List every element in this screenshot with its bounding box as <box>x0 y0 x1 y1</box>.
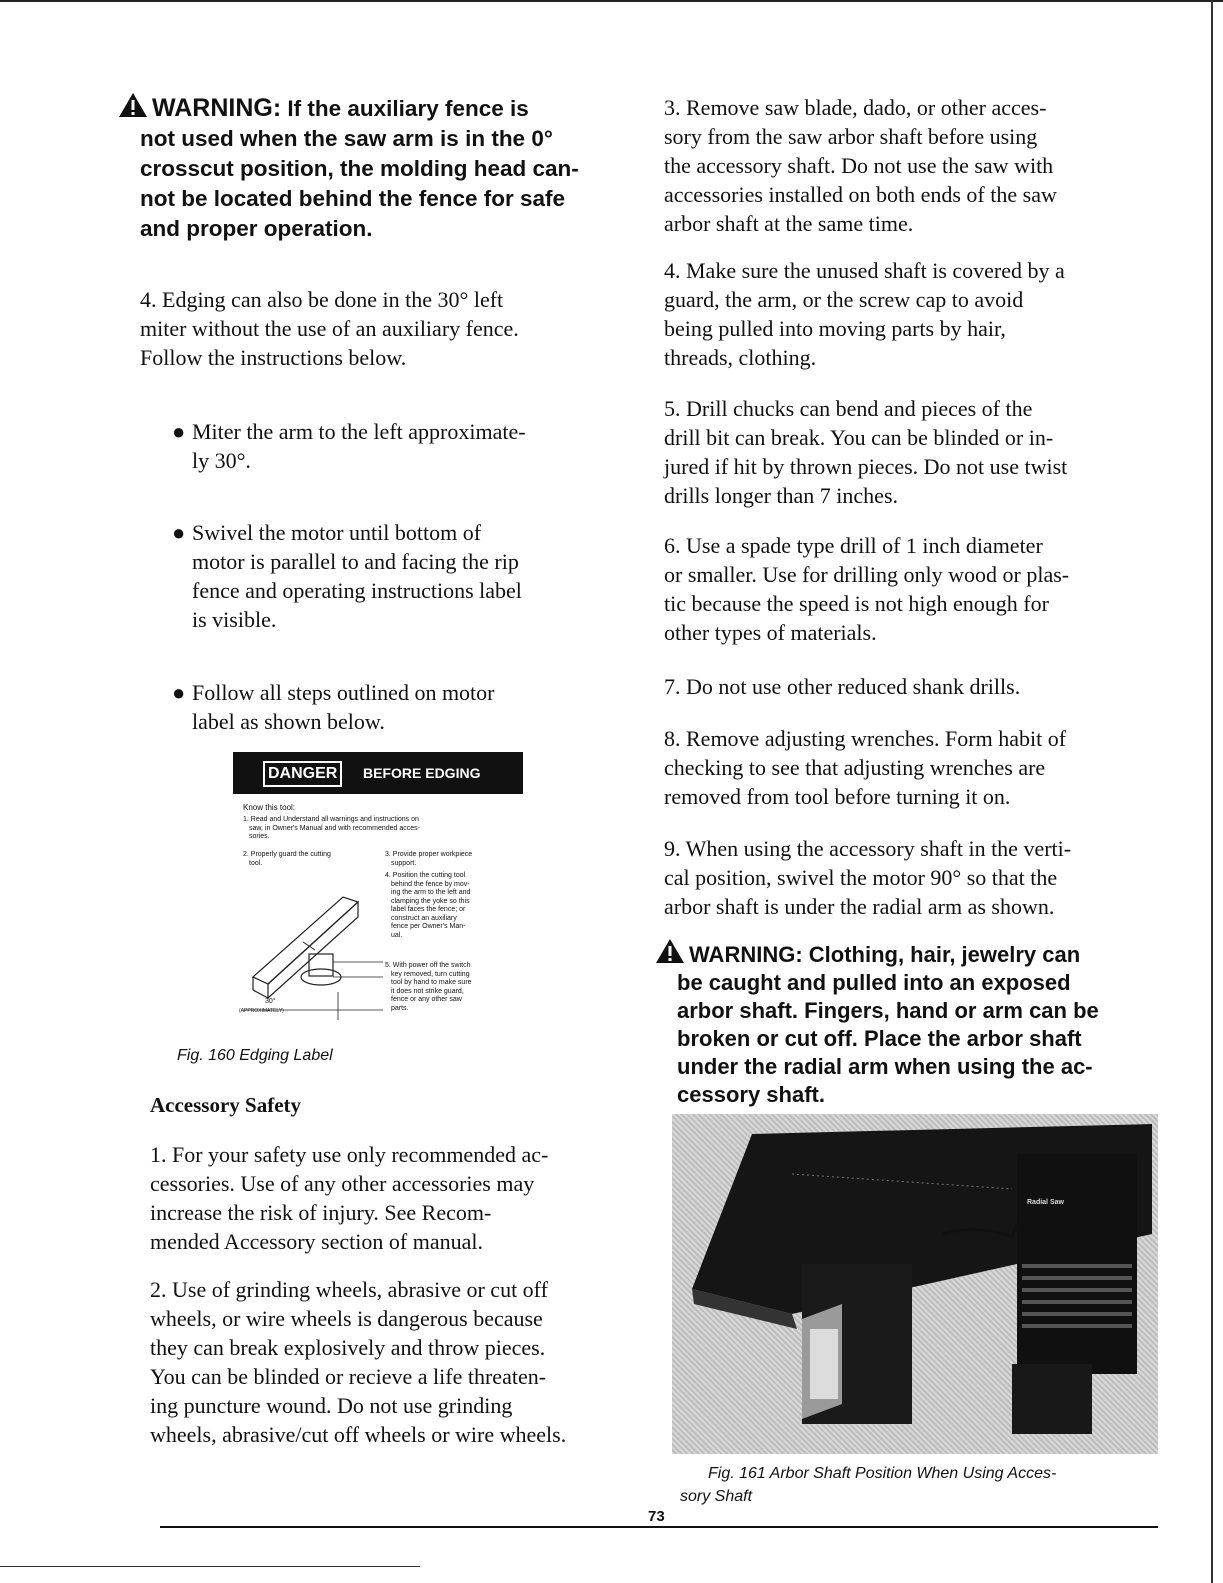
warning-left-line: WARNING: If the auxiliary fence is <box>118 92 618 124</box>
angle-label: 30° <box>265 998 276 1005</box>
right-item-3: 3. Remove saw blade, dado, or other acces- sory from the saw arbor shaft before using the accessory shaft. Do not use the saw with accessories installed on both ends of the saw arbor shaft at the same time. <box>664 95 1057 236</box>
warning-triangle-icon <box>655 938 685 964</box>
right-item-6: 6. Use a spade type drill of 1 inch diameter or smaller. Use for drilling only wood or plas- tic because the speed is not high enough for other types of materials. <box>664 533 1070 645</box>
label-item-5: 5. With power off the switch key removed, turn cutting tool by hand to make sure it does not strike guard, fence or any other saw parts. <box>385 962 472 1012</box>
right-item-8: 8. Remove adjusting wrenches. Form habit of checking to see that adjusting wrenches are removed from tool before turning it on. <box>664 726 1067 809</box>
fig-161-caption: Fig. 161 Arbor Shaft Position When Using Acces- sory Shaft <box>680 1465 1057 1505</box>
bullet-item: ● Miter the arm to the left approximate- ly 30°. <box>172 419 526 473</box>
bullet-item: ● Follow all steps outlined on motor label as shown below. <box>172 680 495 734</box>
accessory-safety-heading: Accessory Safety <box>150 1093 302 1117</box>
right-item-4: 4. Make sure the unused shaft is covered by a guard, the arm, or the screw cap to avoid being pulled into moving parts by hair, threads, clothing. <box>664 258 1065 370</box>
warning-right-line: cessory shaft. <box>677 1082 825 1107</box>
danger-badge: DANGER <box>263 761 342 787</box>
warning-triangle-icon <box>118 92 148 118</box>
label-item-2: 2. Properly guard the cutting tool. <box>243 851 331 867</box>
bullet-item: ● Swivel the motor until bottom of motor is parallel to and facing the rip fence and operating instructions label is visible. <box>172 520 522 632</box>
step-4-paragraph: 4. Edging can also be done in the 30° left miter without the use of an auxiliary fence. Follow the instructions below. <box>140 287 519 370</box>
warning-right-line: under the radial arm when using the ac- <box>677 1054 1093 1079</box>
warning-right-line: broken or cut off. Place the arbor shaft <box>677 1026 1082 1051</box>
bottom-edge-rule <box>0 1566 420 1567</box>
page-number: 73 <box>648 1508 665 1525</box>
bullet-icon: ● <box>172 680 186 705</box>
radial-saw-illustration <box>672 1114 1158 1454</box>
accessory-item-1: 1. For your safety use only recommended ac- cessories. Use of any other accessories may increase the risk of injury. See Recom- mended Accessory section of manual. <box>150 1142 549 1254</box>
right-item-7: 7. Do not use other reduced shank drills. <box>664 674 1021 699</box>
warning-right-line: WARNING: Clothing, hair, jewelry can <box>655 938 1155 969</box>
warning-left <box>118 92 618 244</box>
warning-label: WARNING: <box>152 94 282 122</box>
radial-saw-badge: Radial Saw <box>1027 1199 1064 1206</box>
label-item-1: 1. Read and Understand all warnings and instructions on saw, in Owner's Manual and with recommended acces- sories. <box>243 816 420 840</box>
warning-label: WARNING: <box>689 942 803 967</box>
danger-title: BEFORE EDGING <box>363 765 481 781</box>
warning-right <box>655 938 1155 1109</box>
warning-right-line: be caught and pulled into an exposed <box>677 970 1071 995</box>
approx-label: (APPROXIMATELY) <box>239 1008 284 1014</box>
warning-left-line: crosscut position, the molding head can- <box>140 156 579 181</box>
warning-left-line: not be located behind the fence for safe <box>140 186 566 211</box>
label-item-4: 4. Position the cutting tool behind the fence by mov- ing the arm to the left and clamping the yoke so this label faces the fence; or construct an auxiliary fence per Owner's Man- ual. <box>385 872 471 939</box>
accessory-item-2: 2. Use of grinding wheels, abrasive or cut off wheels, or wire wheels is dangerous because they can break explosively and throw pieces. You can be blinded or recieve a life threaten- ing puncture wound. Do not use grinding wheels, abrasive/cut off wheels or wire wheels. <box>150 1277 567 1447</box>
know-tool-text: Know this tool: <box>243 803 296 812</box>
arbor-shaft-photo <box>672 1114 1158 1454</box>
warning-left-line: and proper operation. <box>140 216 373 241</box>
bullet-icon: ● <box>172 520 186 545</box>
right-rule <box>1211 0 1213 1583</box>
danger-header <box>233 752 523 794</box>
right-item-5: 5. Drill chucks can bend and pieces of the drill bit can break. You can be blinded or in- jured if hit by thrown pieces. Do not use twist drills longer than 7 inches. <box>664 396 1068 508</box>
bottom-rule <box>160 1526 1158 1528</box>
top-rule <box>0 0 1223 2</box>
label-item-3: 3. Provide proper workpiece support. <box>385 851 473 867</box>
edging-danger-label <box>233 752 523 1042</box>
warning-left-line: not used when the saw arm is in the 0° <box>140 126 553 151</box>
warning-right-line: arbor shaft. Fingers, hand or arm can be <box>677 998 1099 1023</box>
bullet-icon: ● <box>172 419 186 444</box>
saw-arm-illustration <box>233 872 383 1022</box>
fig-160-caption: Fig. 160 Edging Label <box>177 1047 333 1064</box>
right-item-9: 9. When using the accessory shaft in the verti- cal position, swivel the motor 90° so that the arbor shaft is under the radial arm as shown. <box>664 836 1072 919</box>
